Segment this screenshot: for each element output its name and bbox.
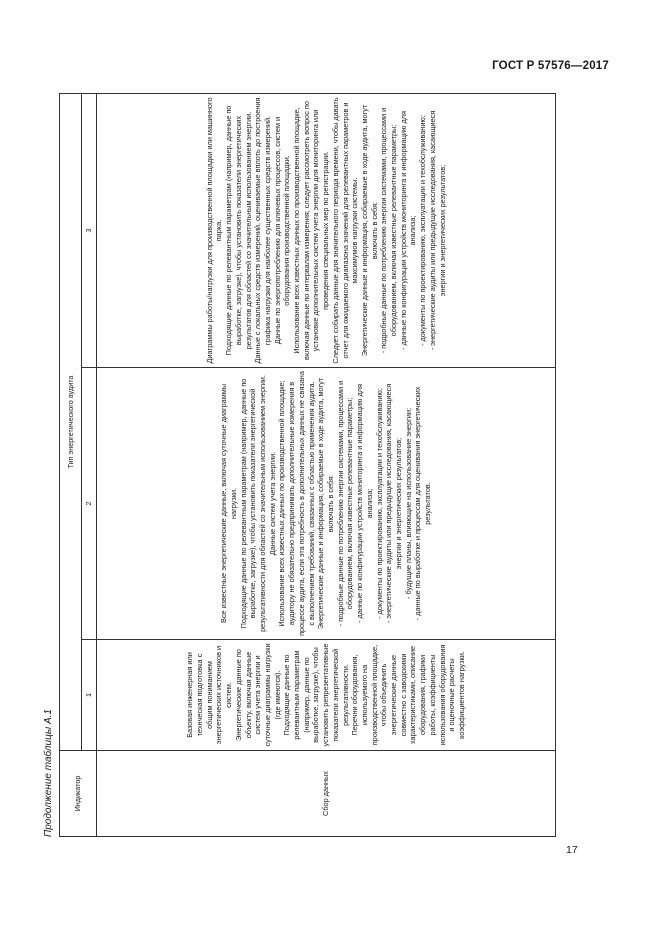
table-number-row	[82, 94, 97, 837]
audit-table	[59, 93, 556, 837]
col2-paragraph: Все известные энергетические данные, включая суточные диаграммы нагрузки.	[219, 383, 238, 624]
col2-paragraph: Энергетические данные и информация, собираемые в ходе аудита, могут включать в себя:	[316, 377, 335, 630]
col3-paragraph: Диаграммы работы/нагрузки для производственной площадки или машинного парка.	[204, 97, 224, 364]
col1-paragraph: Перечни оборудования, используемого на производственной площадке, чтобы объединить энергетические данные совместно с заводскими характеристиками, описание оборудования, графики работы, коэффициенты использования оборудования и оценочные расчеты коэффициентов нагрузки.	[350, 644, 466, 746]
col1-paragraph: Подходящие данные по релевантным параметрам (например, данные по выработке, загрузке), чтобы установить репрезентативные показатели энергетической результативности.	[282, 643, 350, 747]
col1-paragraph: Базовая инженерная или технческая подготовка с общим пониманием энергетических источников и систем.	[185, 645, 234, 745]
col3-paragraph: Данные по энергопотреблению для ключевых процессов, систем и оборудования производственной площадки.	[272, 116, 292, 345]
col3-paragraph: - данные по конфигурации устройств мониторинга и информацию для анализа;	[398, 111, 418, 350]
header-audit-type: Тип энергетического аудита	[60, 94, 82, 751]
col1-cell	[97, 640, 556, 751]
table-header-row	[60, 94, 82, 837]
col3-paragraph: - энергетические аудиты или предыдущие исследования, касающиеся энергии и энергетических результатов;	[427, 110, 447, 351]
col3-paragraph: Использование всех известных данных по производственной площадке, включая данные по интервалам измерения; следует рассмотреть вопрос по установке дополнительных систем учета энергии для мониторинга или проведения специальных мер по регистрации.	[292, 101, 331, 360]
col3-cell	[97, 94, 556, 368]
standard-number-header: ГОСТ Р 57576—2017	[492, 60, 609, 72]
col2-paragraph: - подробные данные по потреблению энергии системами, процессами и оборудованием, включая известные релевантные параметры;	[335, 380, 355, 627]
header-indicator: Индикатор	[60, 751, 97, 837]
table-row	[97, 94, 556, 837]
col2-paragraph: Использование всех известных данных по производственной площадке; аудитору не обязательно предпринимать дополнительные измерения в процессе аудита, если эта потребность в дополнительных данных не связана с выполнением требований, связанных с областью применения аудита.	[277, 371, 316, 636]
col2-paragraph: - данные по конфигурации устройств мониторинга и информацию для анализа;	[355, 384, 374, 623]
col3-paragraph: Данные с локальных средств измерений, оцениваемые вплоть до построения графика нагрузки для наиболее существенных средств измерений.	[253, 97, 272, 364]
header-col-3: 3	[82, 94, 97, 368]
col3-paragraph: Следует собирать данные для значительного периода времени, чтобы давать отчет для ожидаемого диапазона значений для релевантных параметров и максимумов нагрузки системы.	[330, 97, 360, 364]
indicator-cell: Сбор данных	[97, 751, 556, 837]
col2-paragraph: Данные систем учета энергии.	[267, 451, 277, 556]
table-caption: Продолжение таблицы А.1	[43, 709, 54, 837]
col2-paragraph: - документы по проектированию, эксплуатации и техобслуживанию;	[374, 388, 384, 619]
col2-cell	[97, 368, 556, 640]
col2-paragraph: - будущие планы, влияющие на использование энергии;	[403, 408, 413, 600]
col3-paragraph: - подробные данные по потреблению энергии системами, процессами и оборудованием, включая известные релевантные параметры;	[379, 107, 399, 354]
header-col-2: 2	[82, 368, 97, 640]
col3-paragraph: - документы по проектированию, эксплуатации и техобслуживанию;	[418, 115, 428, 346]
col2-paragraph: - данные по выработке и процессам для оценивания энергетических результатов.	[413, 386, 433, 621]
rotated-page-content	[43, 94, 558, 837]
header-col-1: 1	[82, 640, 97, 751]
col3-paragraph: Энергетические данные и информация, собираемые в ходе аудита, могут включать в себя:	[359, 104, 379, 357]
col1-paragraph: Энергетические данные по объекту, включая данные систем учета энергии и суточные диаграммы нагрузки (где имеются).	[233, 643, 282, 747]
col3-paragraph: Подходящие данные по релевантным параметрам (например, данные по выработке, загрузке), чтобы установить показатели энергетических результатов для областей со значительным использованием энергии.	[224, 105, 253, 356]
page-number: 17	[566, 844, 578, 856]
col2-paragraph: Подходящие данные по релевантным параметрам (например, данные по выработке, загрузке), чтобы установить показатели энергетической результативности для областей со значительным использованием энергии.	[238, 375, 268, 632]
col2-paragraph: - энергетические аудиты или предыдущие исследования, касающиеся энергии и энергетических результатов;	[384, 383, 403, 624]
